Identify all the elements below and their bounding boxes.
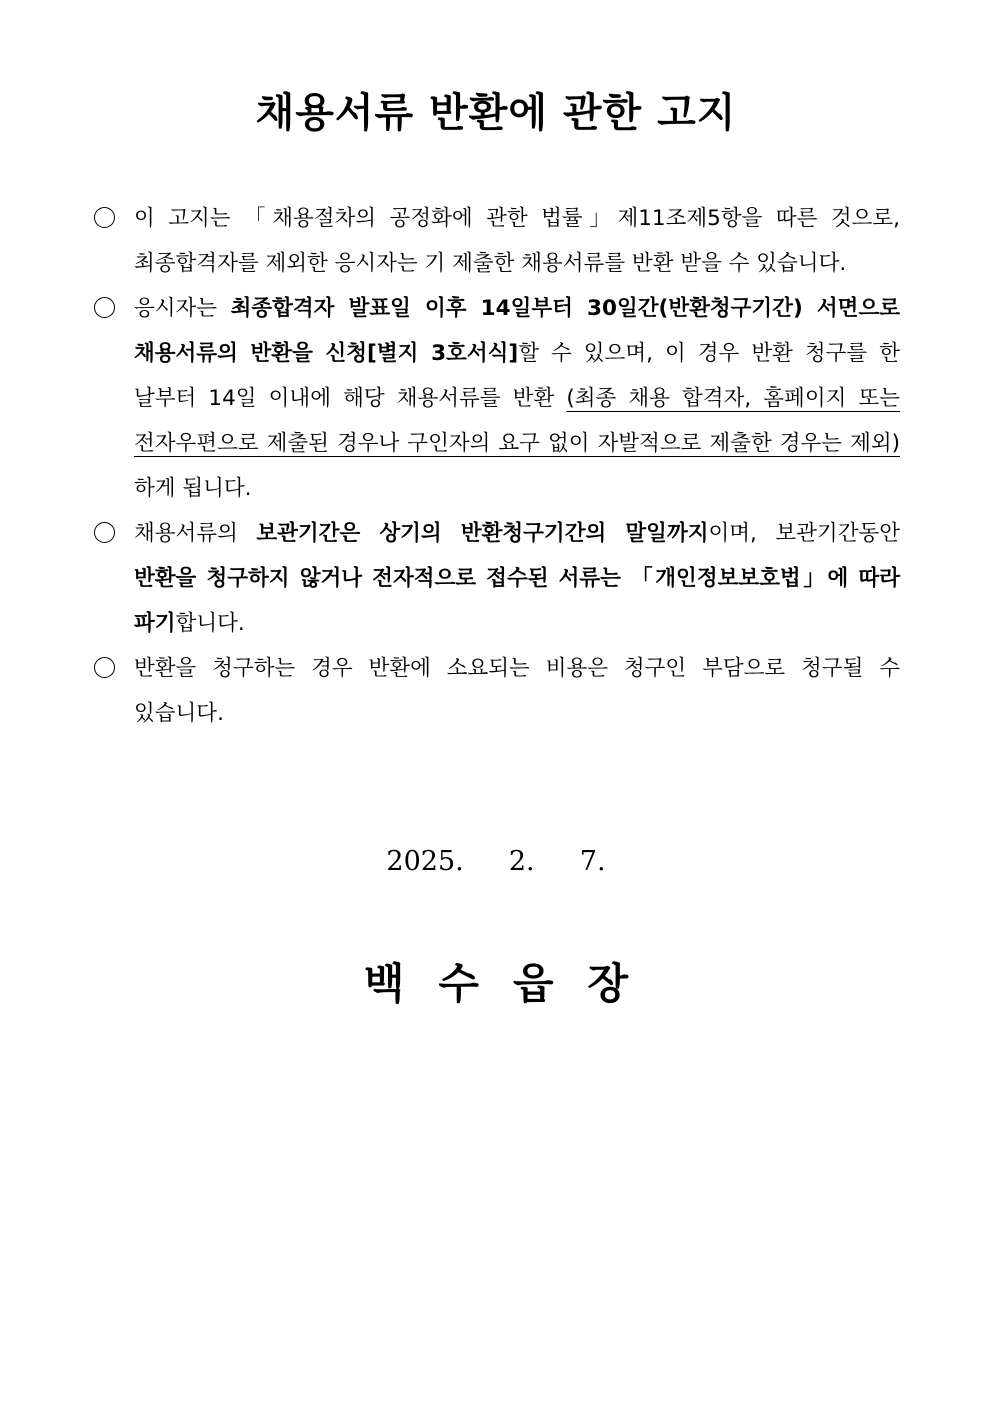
circle-bullet-icon bbox=[94, 657, 115, 678]
signer-title: 백수읍장 bbox=[363, 959, 663, 1008]
notice-text: 반환을 청구하는 경우 반환에 소요되는 비용은 청구인 부담으로 청구될 수 있습니다. bbox=[134, 656, 900, 726]
issue-date: 2025. 2. 7. bbox=[386, 846, 606, 877]
notice-item-request-period bbox=[94, 286, 900, 511]
circle-bullet-icon bbox=[94, 297, 115, 318]
notice-text: 이 고지는 「채용절차의 공정화에 관한 법률」제11조제5항을 따른 것으로, 최종합격자를 제외한 응시자는 기 제출한 채용서류를 반환 받을 수 있습니다. bbox=[134, 206, 900, 276]
notice-item-return-cost bbox=[94, 646, 900, 736]
notice-text: 응시자는 bbox=[134, 296, 231, 321]
notice-bold-text: 반환을 청구하지 않거나 전자적으로 접수된 서류는 「개인정보보호법」에 따라 파기 bbox=[134, 566, 900, 636]
notice-item-legal-basis bbox=[94, 196, 900, 286]
notice-text: 합니다. bbox=[175, 611, 245, 636]
notice-bold-text: 보관기간은 상기의 반환청구기간의 말일까지 bbox=[256, 521, 709, 546]
notice-item-retention-period bbox=[94, 511, 900, 646]
document-title: 채용서류 반환에 관한 고지 bbox=[255, 90, 737, 136]
notice-list bbox=[94, 196, 900, 736]
notice-text: 할 수 있으며, 이 경우 반환 청구를 한 날부터 14일 이내에 해당 채용서류를 반환 bbox=[134, 341, 900, 411]
notice-bold-text: 최종합격자 발표일 이후 14일부터 30일간(반환청구기간) 서면으로 채용서류의 반환을 신청[별지 3호서식] bbox=[134, 296, 900, 366]
circle-bullet-icon bbox=[94, 522, 115, 543]
notice-text: 하게 됩니다. bbox=[134, 476, 252, 501]
notice-underlined-text: (최종 채용 합격자, 홈페이지 또는 전자우편으로 제출된 경우나 구인자의 요구 없이 자발적으로 제출한 경우는 제외) bbox=[134, 386, 901, 456]
circle-bullet-icon bbox=[94, 207, 115, 228]
notice-text: 채용서류의 bbox=[134, 521, 257, 546]
notice-text: 이며, 보관기간동안 bbox=[708, 521, 901, 546]
